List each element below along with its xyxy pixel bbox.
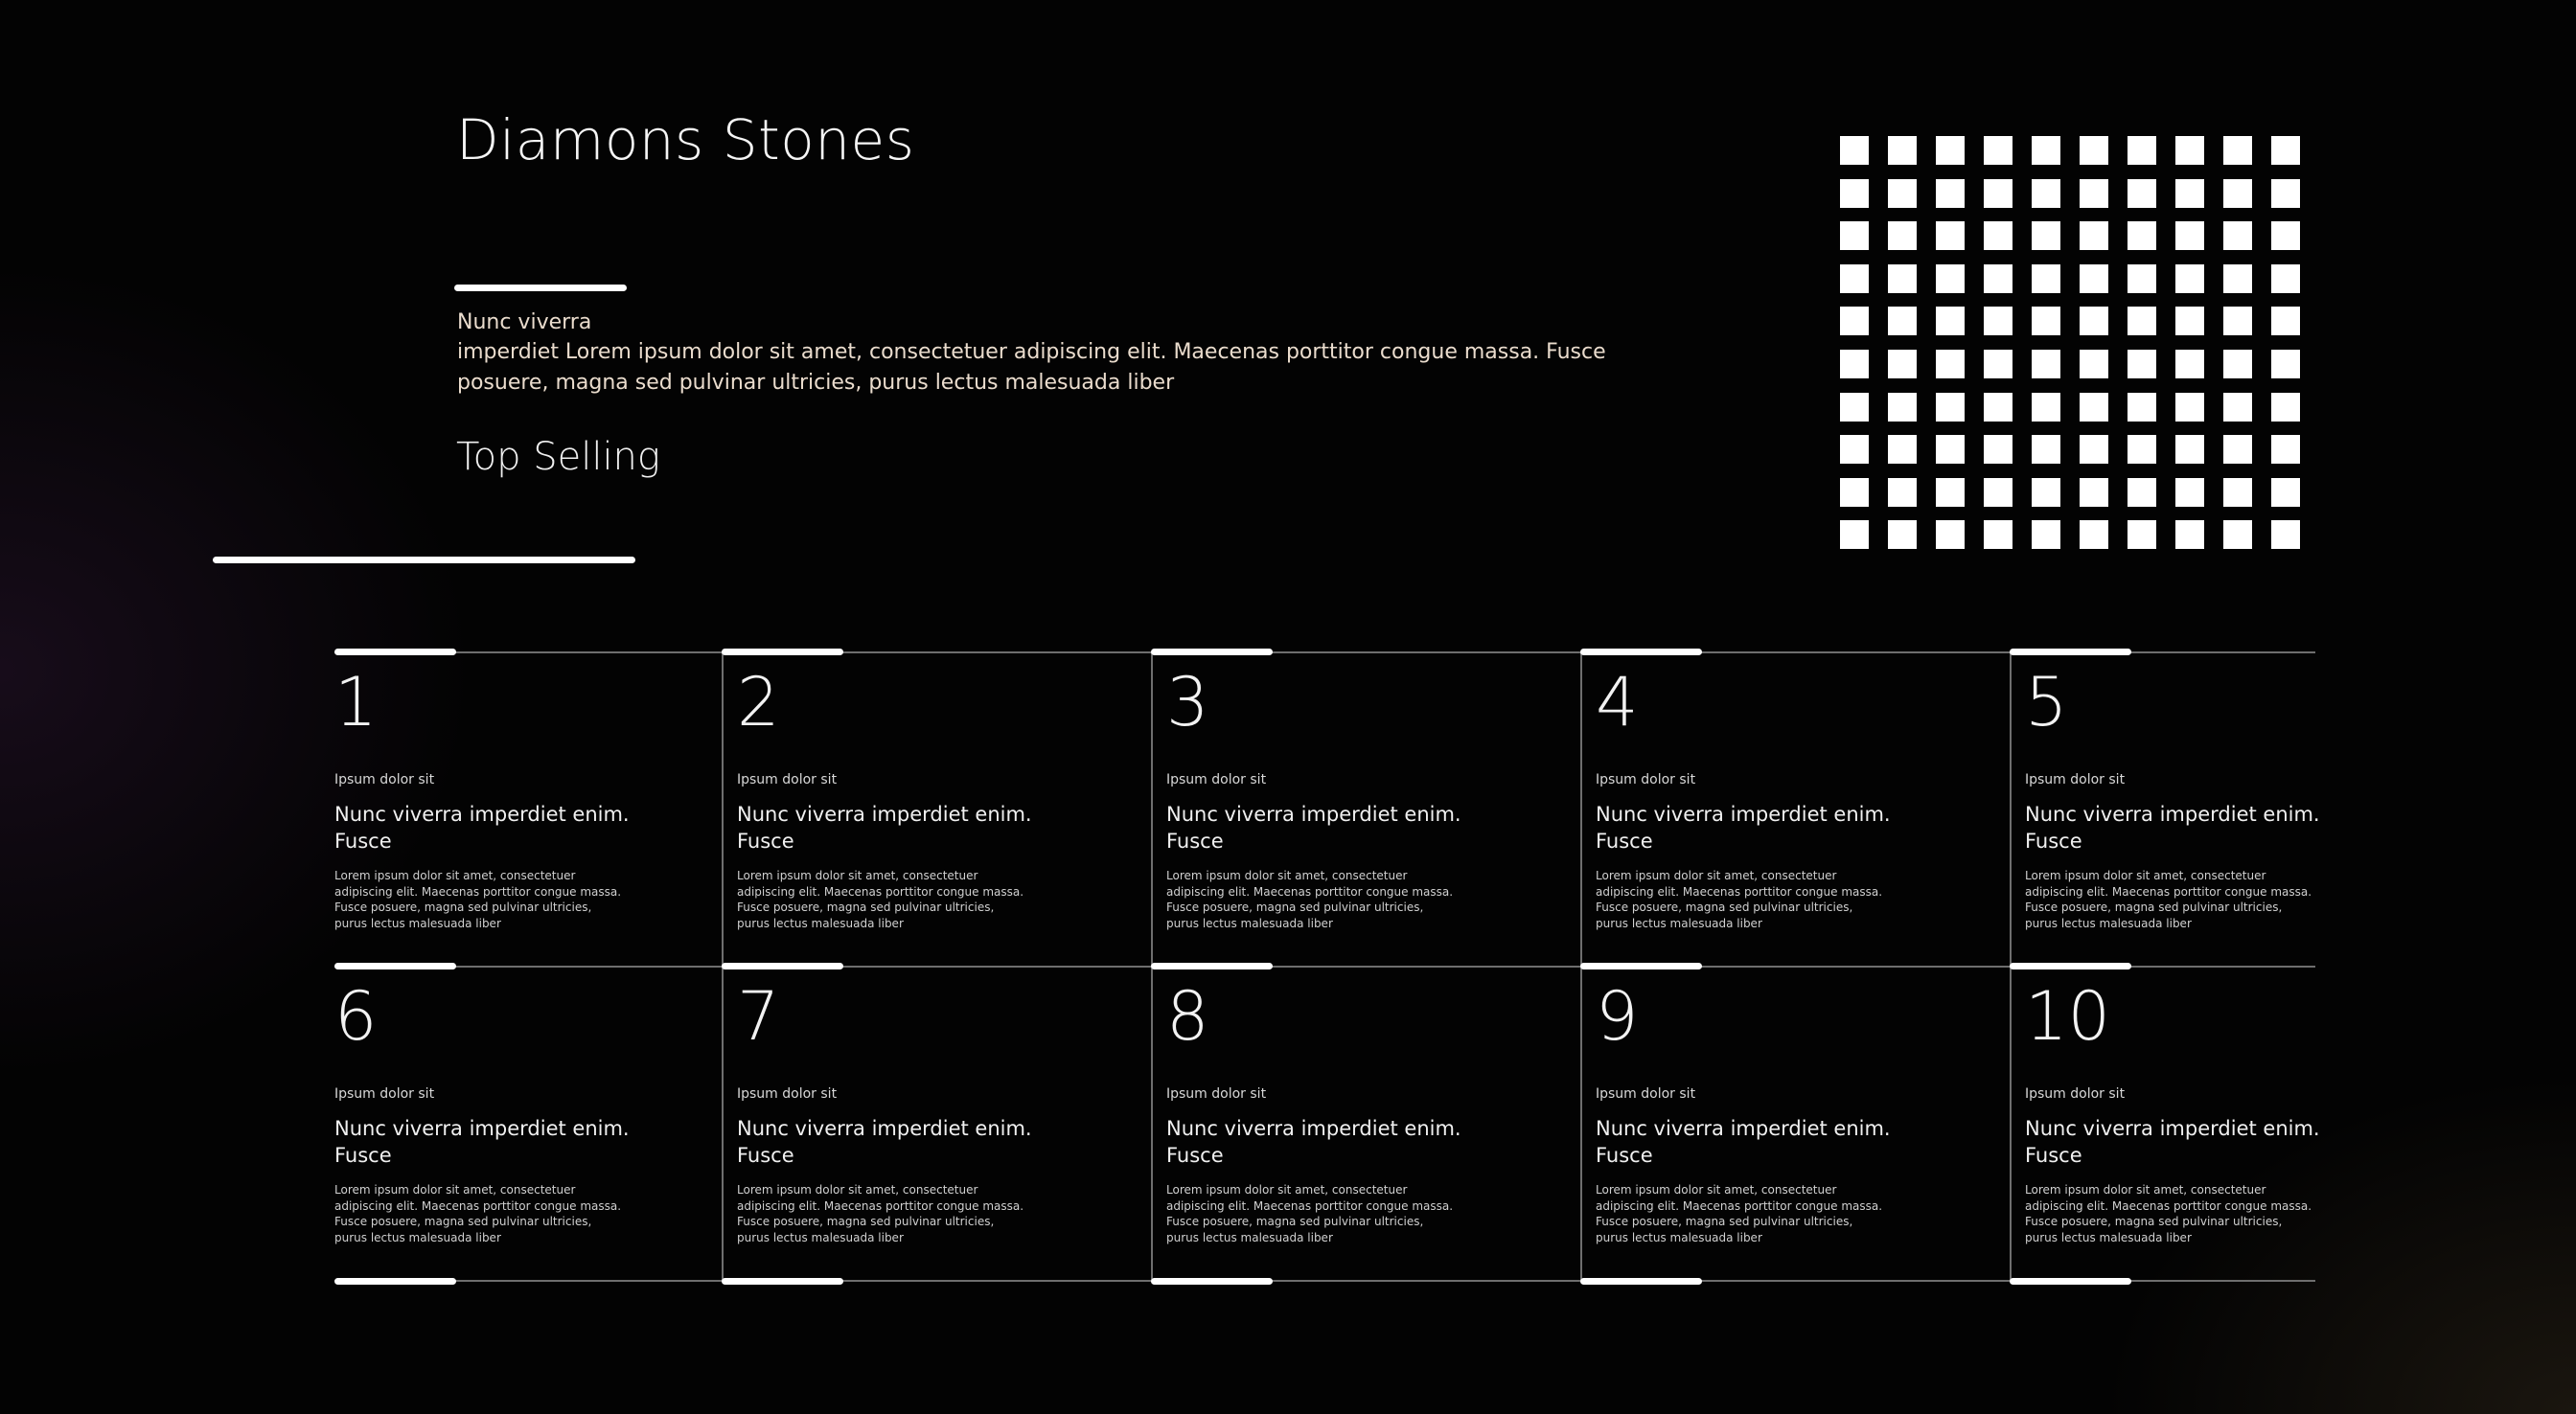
card-subtitle: Ipsum dolor sit <box>334 1086 435 1102</box>
grid-square <box>2080 221 2108 250</box>
grid-square <box>2271 179 2300 208</box>
decorative-dot-grid <box>1840 136 2306 554</box>
grid-square <box>1888 221 1917 250</box>
grid-square <box>1840 221 1869 250</box>
grid-square <box>2128 136 2156 165</box>
bottom-cap-5 <box>2010 1278 2131 1285</box>
grid-square <box>2128 520 2156 549</box>
grid-square <box>1888 520 1917 549</box>
card-number: 2 <box>737 663 780 741</box>
grid-square <box>2080 179 2108 208</box>
grid-square <box>2080 136 2108 165</box>
grid-square <box>1888 307 1917 335</box>
grid-square <box>2271 520 2300 549</box>
grid-square <box>1936 179 1965 208</box>
grid-square <box>2223 435 2252 464</box>
grid-square <box>1840 393 1869 422</box>
card-number: 3 <box>1166 663 1209 741</box>
card-accent-bar <box>334 649 456 655</box>
grid-square <box>1984 221 2012 250</box>
grid-square <box>2032 136 2060 165</box>
grid-square <box>2175 179 2204 208</box>
grid-square <box>1888 478 1917 507</box>
grid-square <box>1936 393 1965 422</box>
card-subtitle: Ipsum dolor sit <box>334 772 435 787</box>
grid-square <box>2032 179 2060 208</box>
card-heading: Nunc viverra imperdiet enim. Fusce <box>1166 1117 1461 1167</box>
grid-square <box>1984 307 2012 335</box>
grid-square <box>2175 221 2204 250</box>
product-card <box>737 651 1166 966</box>
card-number: 1 <box>334 663 378 741</box>
card-subtitle: Ipsum dolor sit <box>1166 772 1267 787</box>
grid-square <box>2271 307 2300 335</box>
grid-square <box>2271 136 2300 165</box>
grid-square <box>1936 136 1965 165</box>
grid-square <box>2175 393 2204 422</box>
card-body: Lorem ipsum dolor sit amet, consectetuer adipiscing elit. Maecenas porttitor congue massa. Fusce posuere, magna sed pulvinar ultricies, purus lectus malesuada liber <box>1596 1183 1883 1244</box>
intro-body: imperdiet Lorem ipsum dolor sit amet, consectetuer adipiscing elit. Maecenas porttitor congue massa. Fusce posuere, magna sed pulvinar ultricies, purus lectus malesuada liber <box>457 340 1606 395</box>
grid-square <box>1984 136 2012 165</box>
product-card <box>1166 651 1596 966</box>
card-heading: Nunc viverra imperdiet enim. Fusce <box>737 803 1032 853</box>
grid-square <box>1840 264 1869 293</box>
grid-square <box>1840 435 1869 464</box>
card-body: Lorem ipsum dolor sit amet, consectetuer adipiscing elit. Maecenas porttitor congue massa. Fusce posuere, magna sed pulvinar ultricies, purus lectus malesuada liber <box>1166 869 1454 930</box>
grid-square <box>2080 435 2108 464</box>
grid-square <box>1840 307 1869 335</box>
grid-square <box>1840 478 1869 507</box>
product-card <box>2025 651 2454 966</box>
card-accent-bar <box>1580 649 1702 655</box>
card-accent-bar <box>1580 963 1702 969</box>
grid-square <box>2223 520 2252 549</box>
grid-square <box>2175 435 2204 464</box>
grid-square <box>1984 435 2012 464</box>
product-card <box>334 966 764 1280</box>
product-card <box>737 966 1166 1280</box>
product-card <box>1596 966 2025 1280</box>
card-body: Lorem ipsum dolor sit amet, consectetuer adipiscing elit. Maecenas porttitor congue massa. Fusce posuere, magna sed pulvinar ultricies, purus lectus malesuada liber <box>1166 1183 1454 1244</box>
grid-square <box>2223 350 2252 378</box>
grid-square <box>2223 478 2252 507</box>
card-subtitle: Ipsum dolor sit <box>1596 1086 1696 1102</box>
grid-square <box>1984 393 2012 422</box>
grid-square <box>2032 520 2060 549</box>
product-card <box>334 651 764 966</box>
bottom-cap-2 <box>722 1278 843 1285</box>
grid-square <box>2128 179 2156 208</box>
grid-square <box>1888 179 1917 208</box>
card-accent-bar <box>334 963 456 969</box>
grid-square <box>1888 435 1917 464</box>
grid-square <box>1984 478 2012 507</box>
grid-square <box>1840 179 1869 208</box>
grid-square <box>2271 350 2300 378</box>
grid-square <box>1984 350 2012 378</box>
grid-square <box>1840 136 1869 165</box>
card-heading: Nunc viverra imperdiet enim. Fusce <box>1596 803 1891 853</box>
grid-square <box>2223 307 2252 335</box>
intro-heading: Nunc viverra <box>457 310 592 334</box>
grid-square <box>2032 307 2060 335</box>
card-heading: Nunc viverra imperdiet enim. Fusce <box>2025 1117 2320 1167</box>
card-heading: Nunc viverra imperdiet enim. Fusce <box>2025 803 2320 853</box>
grid-square <box>2032 350 2060 378</box>
grid-square <box>2032 393 2060 422</box>
grid-square <box>2175 478 2204 507</box>
card-subtitle: Ipsum dolor sit <box>737 1086 838 1102</box>
card-body: Lorem ipsum dolor sit amet, consectetuer adipiscing elit. Maecenas porttitor congue massa. Fusce posuere, magna sed pulvinar ultricies, purus lectus malesuada liber <box>334 1183 622 1244</box>
grid-square <box>2271 221 2300 250</box>
card-accent-bar <box>722 649 843 655</box>
grid-square <box>2175 520 2204 549</box>
grid-square <box>1840 520 1869 549</box>
card-heading: Nunc viverra imperdiet enim. Fusce <box>737 1117 1032 1167</box>
grid-square <box>1984 520 2012 549</box>
grid-square <box>2128 478 2156 507</box>
grid-square <box>2080 350 2108 378</box>
grid-square <box>2032 478 2060 507</box>
grid-square <box>2080 393 2108 422</box>
card-heading: Nunc viverra imperdiet enim. Fusce <box>334 803 630 853</box>
card-subtitle: Ipsum dolor sit <box>2025 772 2126 787</box>
card-accent-bar <box>2010 649 2131 655</box>
grid-square <box>1936 307 1965 335</box>
card-number: 5 <box>2025 663 2068 741</box>
grid-square <box>1984 264 2012 293</box>
grid-square <box>2128 221 2156 250</box>
grid-square <box>1936 435 1965 464</box>
grid-square <box>2080 520 2108 549</box>
card-heading: Nunc viverra imperdiet enim. Fusce <box>1596 1117 1891 1167</box>
grid-square <box>2128 393 2156 422</box>
card-body: Lorem ipsum dolor sit amet, consectetuer adipiscing elit. Maecenas porttitor congue massa. Fusce posuere, magna sed pulvinar ultricies, purus lectus malesuada liber <box>334 869 622 930</box>
title-underline <box>454 285 627 291</box>
card-number: 8 <box>1166 977 1209 1056</box>
bottom-cap-1 <box>334 1278 456 1285</box>
card-number: 9 <box>1596 977 1639 1056</box>
card-body: Lorem ipsum dolor sit amet, consectetuer adipiscing elit. Maecenas porttitor congue massa. Fusce posuere, magna sed pulvinar ultricies, purus lectus malesuada liber <box>1596 869 1883 930</box>
card-accent-bar <box>722 963 843 969</box>
card-accent-bar <box>2010 963 2131 969</box>
grid-square <box>1936 264 1965 293</box>
grid-square <box>1840 350 1869 378</box>
grid-square <box>2175 307 2204 335</box>
grid-square <box>2271 264 2300 293</box>
card-heading: Nunc viverra imperdiet enim. Fusce <box>334 1117 630 1167</box>
bottom-cap-3 <box>1151 1278 1273 1285</box>
grid-square <box>2128 435 2156 464</box>
card-number: 10 <box>2025 977 2111 1056</box>
grid-square <box>1936 478 1965 507</box>
grid-square <box>1936 221 1965 250</box>
card-body: Lorem ipsum dolor sit amet, consectetuer adipiscing elit. Maecenas porttitor congue massa. Fusce posuere, magna sed pulvinar ultricies, purus lectus malesuada liber <box>737 1183 1024 1244</box>
grid-square <box>2080 307 2108 335</box>
grid-square <box>2223 221 2252 250</box>
card-body: Lorem ipsum dolor sit amet, consectetuer adipiscing elit. Maecenas porttitor congue massa. Fusce posuere, magna sed pulvinar ultricies, purus lectus malesuada liber <box>2025 869 2312 930</box>
card-heading: Nunc viverra imperdiet enim. Fusce <box>1166 803 1461 853</box>
grid-square <box>2175 350 2204 378</box>
grid-square <box>2223 136 2252 165</box>
product-card <box>1166 966 1596 1280</box>
product-card <box>1596 651 2025 966</box>
product-card <box>2025 966 2454 1280</box>
card-accent-bar <box>1151 963 1273 969</box>
grid-square <box>2032 264 2060 293</box>
grid-square <box>2271 393 2300 422</box>
card-subtitle: Ipsum dolor sit <box>737 772 838 787</box>
grid-square <box>2080 478 2108 507</box>
card-body: Lorem ipsum dolor sit amet, consectetuer adipiscing elit. Maecenas porttitor congue massa. Fusce posuere, magna sed pulvinar ultricies, purus lectus malesuada liber <box>2025 1183 2312 1244</box>
grid-square <box>2271 478 2300 507</box>
card-body: Lorem ipsum dolor sit amet, consectetuer adipiscing elit. Maecenas porttitor congue massa. Fusce posuere, magna sed pulvinar ultricies, purus lectus malesuada liber <box>737 869 1024 930</box>
card-subtitle: Ipsum dolor sit <box>1596 772 1696 787</box>
grid-square <box>1888 393 1917 422</box>
section-title: Top Selling <box>456 435 660 479</box>
page-title: Diamons Stones <box>456 107 915 172</box>
grid-square <box>1936 350 1965 378</box>
grid-square <box>1936 520 1965 549</box>
card-number: 6 <box>334 977 378 1056</box>
grid-square <box>2032 221 2060 250</box>
grid-square <box>2223 264 2252 293</box>
grid-square <box>1888 136 1917 165</box>
grid-square <box>1888 350 1917 378</box>
grid-square <box>2032 435 2060 464</box>
card-accent-bar <box>1151 649 1273 655</box>
grid-square <box>2128 307 2156 335</box>
grid-square <box>1984 179 2012 208</box>
grid-square <box>2128 264 2156 293</box>
card-number: 7 <box>737 977 780 1056</box>
card-number: 4 <box>1596 663 1639 741</box>
grid-square <box>2175 136 2204 165</box>
bottom-cap-4 <box>1580 1278 1702 1285</box>
card-subtitle: Ipsum dolor sit <box>1166 1086 1267 1102</box>
grid-square <box>1888 264 1917 293</box>
card-subtitle: Ipsum dolor sit <box>2025 1086 2126 1102</box>
grid-square <box>2080 264 2108 293</box>
grid-square <box>2128 350 2156 378</box>
section-underline <box>213 557 635 563</box>
grid-square <box>2223 393 2252 422</box>
grid-square <box>2223 179 2252 208</box>
grid-square <box>2271 435 2300 464</box>
grid-square <box>2175 264 2204 293</box>
